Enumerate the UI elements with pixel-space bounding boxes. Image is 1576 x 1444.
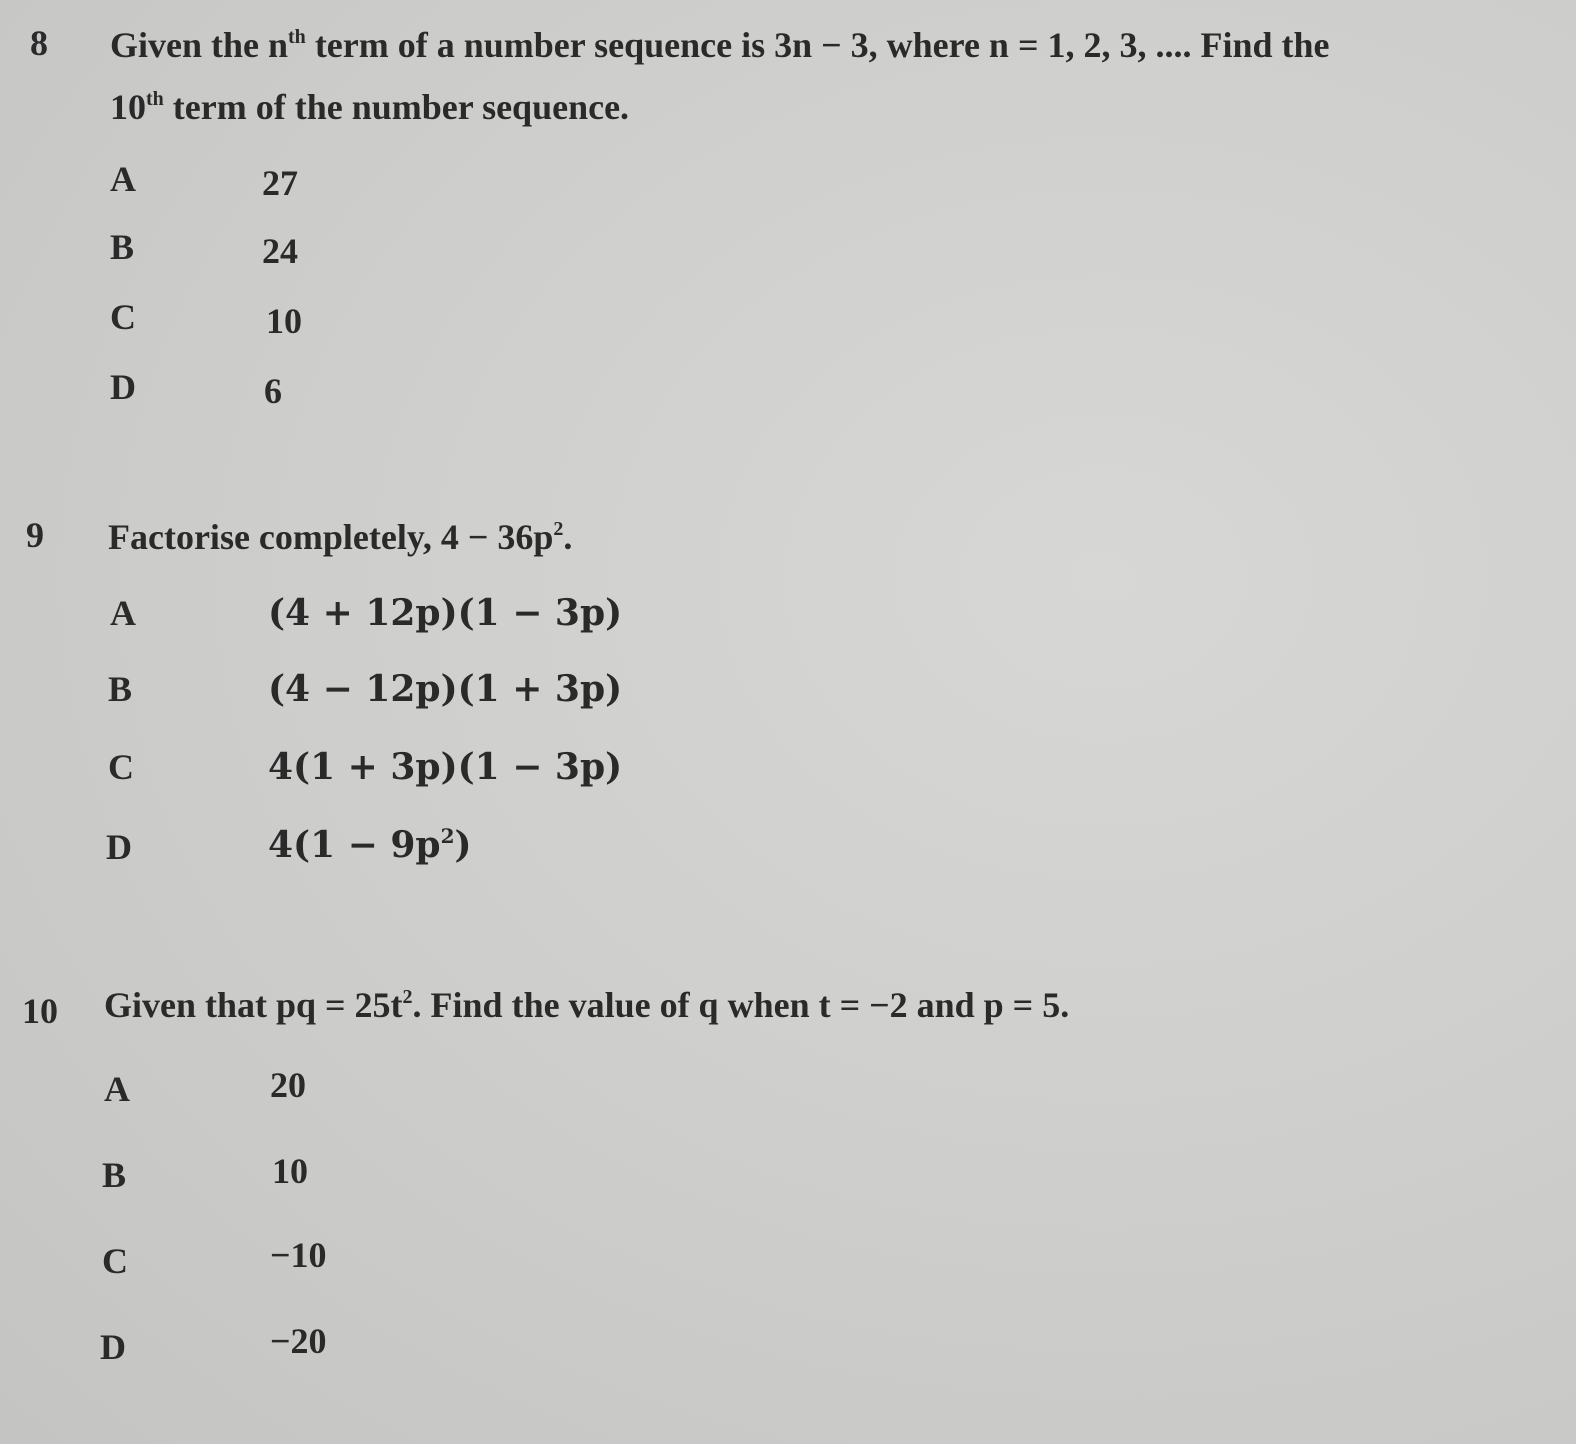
question-10-stem: Given that pq = $25t^2$. Find the value of q when t = −2 and p = 5. [104, 985, 1070, 1025]
question-9-option-c-value: 4(1 + 3p)(1 − 3p) [268, 746, 623, 788]
question-8-option-b-letter[interactable]: B [110, 227, 135, 267]
question-8-option-a-value: 27 [262, 163, 298, 203]
question-9-number: 9 [26, 515, 44, 555]
question-8-stem-line1: Given the $n^{th}$ term of a number sequence is 3n − 3, where n = 1, 2, 3, .... Find the [110, 25, 1330, 65]
question-9-option-d-value: $4(1 - 9p^2)$ [268, 824, 472, 866]
question-8-option-b-value: 24 [262, 231, 298, 271]
question-9-option-a-value: (4 + 12p)(1 − 3p) [268, 592, 623, 634]
question-8-option-c-letter[interactable]: C [110, 297, 136, 337]
question-10-option-d-letter[interactable]: D [100, 1327, 126, 1367]
question-9-stem: Factorise completely, $4 - 36p^2$. [108, 517, 573, 557]
question-9-option-a-letter[interactable]: A [110, 593, 136, 633]
question-10-option-c-value: −10 [270, 1235, 327, 1275]
question-8-stem-line2: 10th term of the number sequence. [110, 87, 630, 127]
question-10-number: 10 [22, 991, 58, 1031]
question-8-option-d-letter[interactable]: D [110, 367, 136, 407]
question-8-number: 8 [30, 23, 48, 63]
question-9-option-d-letter[interactable]: D [106, 827, 132, 867]
question-8-option-a-letter[interactable]: A [110, 159, 136, 199]
question-10-option-a-value: 20 [270, 1065, 306, 1105]
question-10-option-a-letter[interactable]: A [104, 1069, 130, 1109]
question-9-option-b-letter[interactable]: B [108, 669, 133, 709]
question-8-stem [110, 14, 1520, 138]
question-9-option-b-value: (4 − 12p)(1 + 3p) [268, 668, 623, 710]
question-9-option-c-letter[interactable]: C [108, 747, 134, 787]
question-10-option-d-value: −20 [270, 1321, 327, 1361]
question-10-option-b-letter[interactable]: B [102, 1155, 127, 1195]
question-8-option-c-value: 10 [266, 301, 302, 341]
question-10-option-b-value: 10 [272, 1151, 308, 1191]
question-8-option-d-value: 6 [264, 371, 282, 411]
question-10-option-c-letter[interactable]: C [102, 1241, 128, 1281]
